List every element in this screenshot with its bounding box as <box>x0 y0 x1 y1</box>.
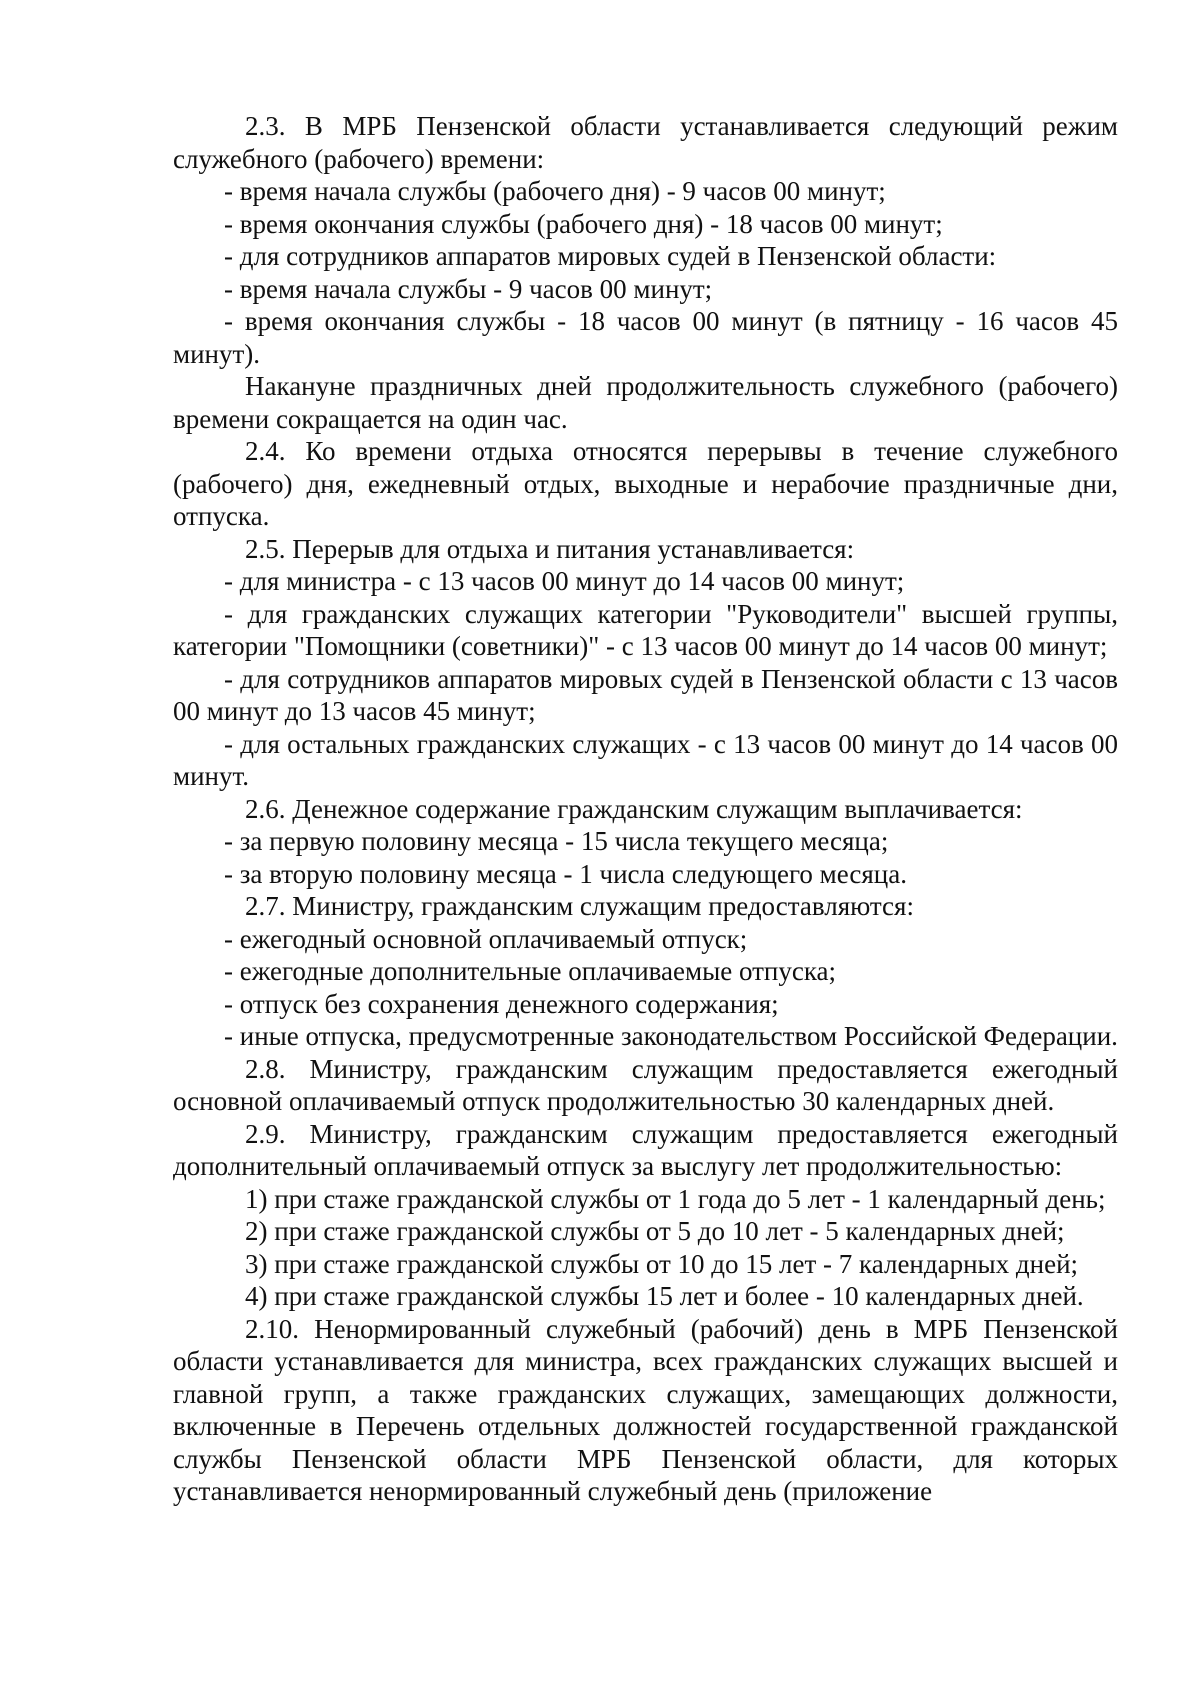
list-item-seniority-2: 2) при стаже гражданской службы от 5 до 10 лет - 5 календарных дней; <box>245 1216 1065 1246</box>
paragraph-2-3: 2.3. В МРБ Пензенской области устанавливается следующий режим служебного (рабочего) времени: <box>173 111 1118 174</box>
list-item-seniority-3: 3) при стаже гражданской службы от 10 до 15 лет - 7 календарных дней; <box>245 1248 1079 1279</box>
list-item-second-half: - за вторую половину месяца - 1 числа следующего месяца. <box>224 858 907 889</box>
list-item-basic-leave: - ежегодный основной оплачиваемый отпуск; <box>224 923 748 954</box>
list-item-minister-break: - для министра - с 13 часов 00 минут до 14 часов 00 минут; <box>224 566 905 596</box>
list-item-judges-staff: - для сотрудников аппаратов мировых судей в Пензенской области: <box>224 241 997 271</box>
list-item-unpaid-leave: - отпуск без сохранения денежного содержания; <box>224 988 779 1019</box>
paragraph-2-5: 2.5. Перерыв для отдыха и питания устанавливается: <box>245 533 855 564</box>
list-item-judges-start: - время начала службы - 9 часов 00 минут; <box>224 273 713 304</box>
list-item-seniority-1: 1) при стаже гражданской службы от 1 года до 5 лет - 1 календарный день; <box>245 1183 1106 1214</box>
list-item-first-half: - за первую половину месяца - 15 числа текущего месяца; <box>224 826 889 856</box>
list-item-work-start: - время начала службы (рабочего дня) - 9 часов 00 минут; <box>224 176 886 206</box>
paragraph-2-10: 2.10. Ненормированный служебный (рабочий) день в МРБ Пензенской области устанавливается для министра, всех гражданских служащих высшей и главной групп, а также гражданских служащих, замещающих должности, включенные в Перечень отдельных должностей государственной гражданской службы Пензенской области МРБ Пензенской области, для которых устанавливается ненормированный служебный день (приложение <box>173 1313 1118 1506</box>
list-item-judges-end: - время окончания службы - 18 часов 00 минут (в пятницу - 16 часов 45 минут). <box>173 306 1118 369</box>
paragraph-2-9: 2.9. Министру, гражданским служащим предоставляется ежегодный дополнительный оплачиваемый отпуск за выслугу лет продолжительностью: <box>173 1118 1118 1181</box>
paragraph-2-6: 2.6. Денежное содержание гражданским служащим выплачивается: <box>245 793 1023 824</box>
document-page <box>173 110 1118 1508</box>
paragraph-2-8: 2.8. Министру, гражданским служащим предоставляется ежегодный основной оплачиваемый отпуск продолжительностью 30 календарных дней. <box>173 1053 1118 1116</box>
list-item-others-break: - для остальных гражданских служащих - с 13 часов 00 минут до 14 часов 00 минут. <box>173 728 1118 791</box>
paragraph-2-4: 2.4. Ко времени отдыха относятся перерывы в течение служебного (рабочего) дня, ежедневный отдых, выходные и нерабочие праздничные дни, отпуска. <box>173 436 1118 531</box>
list-item-other-leave: - иные отпуска, предусмотренные законодательством Российской Федерации. <box>224 1021 1118 1051</box>
list-item-leaders-break: - для гражданских служащих категории "Руководители" высшей группы, категории "Помощники (советники)" - с 13 часов 00 минут до 14 часов 00 минут; <box>173 598 1118 661</box>
list-item-extra-leave: - ежегодные дополнительные оплачиваемые отпуска; <box>224 956 837 986</box>
list-item-seniority-4: 4) при стаже гражданской службы 15 лет и более - 10 календарных дней. <box>245 1281 1084 1311</box>
list-item-judges-break: - для сотрудников аппаратов мировых судей в Пензенской области с 13 часов 00 минут до 13 часов 45 минут; <box>173 663 1118 726</box>
paragraph-2-7: 2.7. Министру, гражданским служащим предоставляются: <box>245 891 914 921</box>
list-item-work-end: - время окончания службы (рабочего дня) - 18 часов 00 минут; <box>224 208 943 239</box>
paragraph-holiday-eve: Накануне праздничных дней продолжительность служебного (рабочего) времени сокращается на один час. <box>173 371 1118 434</box>
